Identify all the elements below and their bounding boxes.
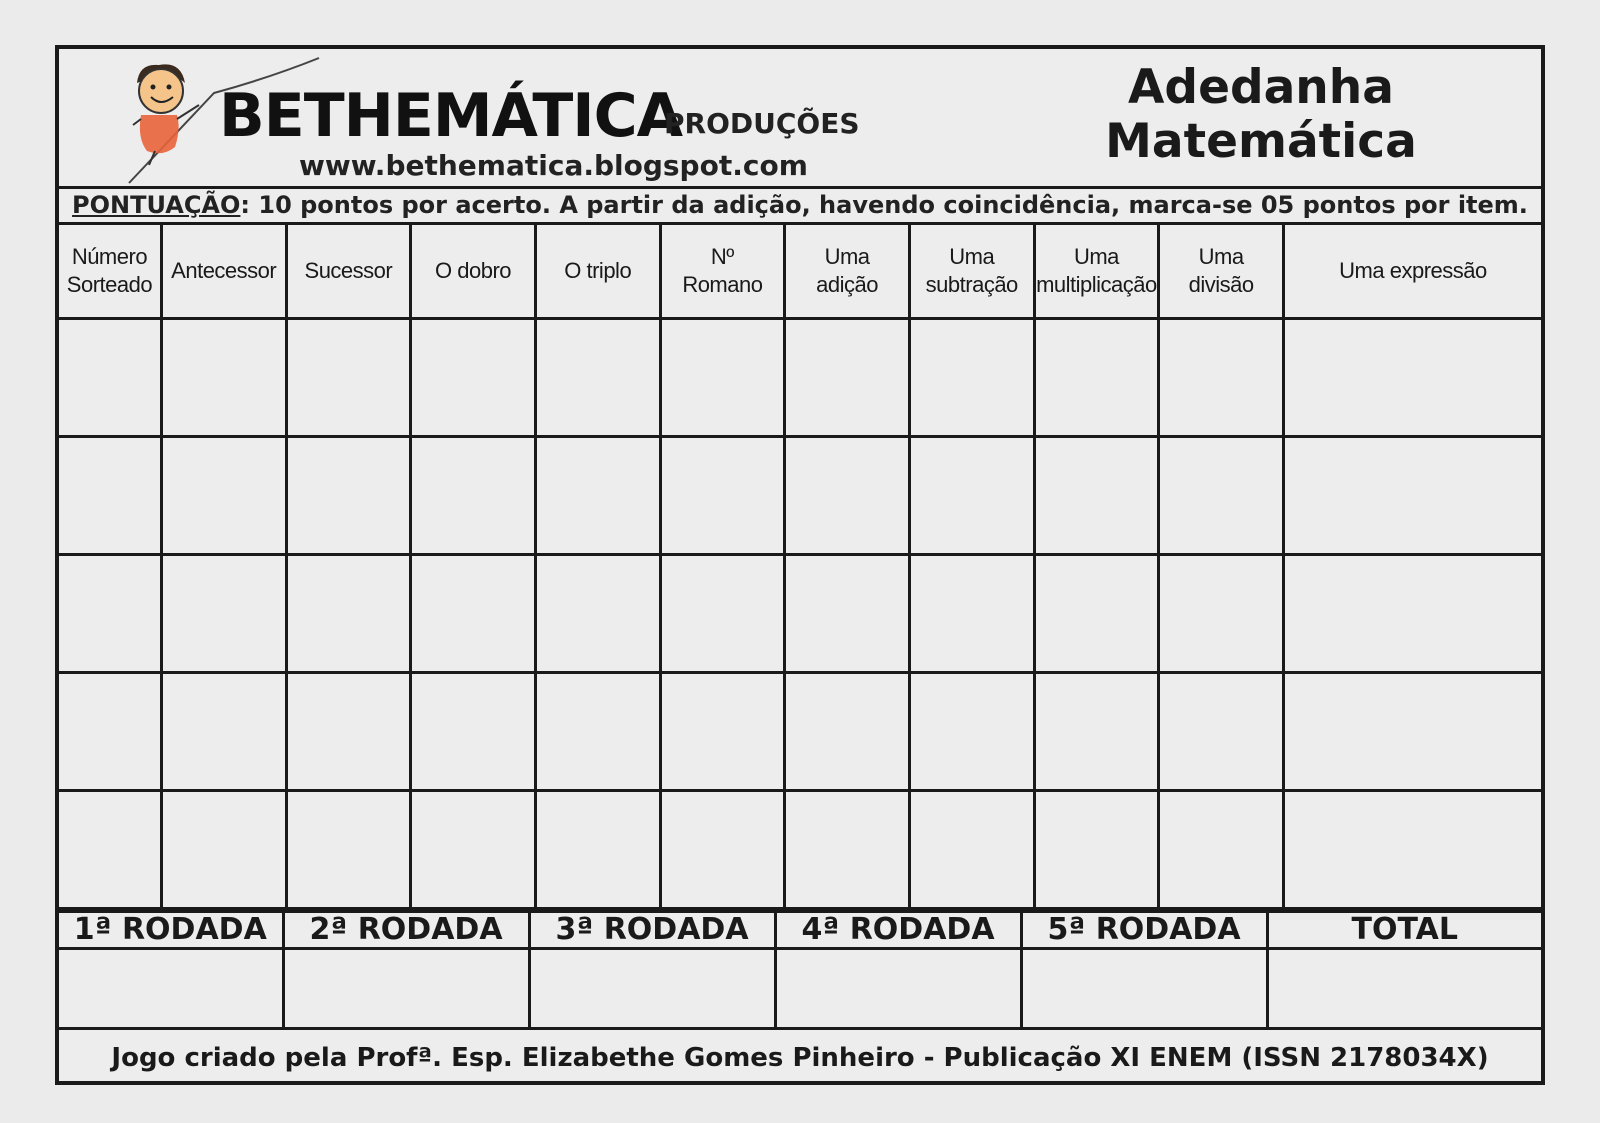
column-header-line-1: O dobro — [435, 258, 512, 283]
column-header-line-2: divisão — [1188, 272, 1254, 297]
answer-cell[interactable] — [411, 673, 536, 791]
answer-cell[interactable] — [411, 437, 536, 555]
round-label: 3ª RODADA — [529, 912, 775, 949]
brand-subtitle: PRODUÇÕES — [664, 107, 860, 140]
table-header-row — [59, 225, 1541, 319]
column-header-line-2: subtração — [925, 272, 1018, 297]
column-header-line-1: Uma — [1198, 244, 1244, 269]
answer-cell[interactable] — [909, 437, 1034, 555]
round-score-cell[interactable] — [1267, 949, 1541, 1029]
answer-cell[interactable] — [660, 437, 785, 555]
round-label: 4ª RODADA — [775, 912, 1021, 949]
brand-name: BETHEMÁTICA — [219, 81, 683, 151]
answer-cell[interactable] — [909, 555, 1034, 673]
answer-cell[interactable] — [1159, 319, 1284, 437]
answer-cell[interactable] — [535, 673, 660, 791]
answer-cell[interactable] — [1283, 791, 1541, 909]
answer-cell[interactable] — [1159, 555, 1284, 673]
answer-cell[interactable] — [59, 437, 161, 555]
answer-row — [59, 791, 1541, 909]
column-header-line-1: Uma — [824, 244, 870, 269]
answer-cell[interactable] — [286, 319, 411, 437]
column-header — [59, 225, 161, 319]
answer-cell[interactable] — [535, 437, 660, 555]
answer-cell[interactable] — [286, 673, 411, 791]
column-header — [660, 225, 785, 319]
answer-cell[interactable] — [411, 555, 536, 673]
answer-cell[interactable] — [785, 791, 910, 909]
brand-url: www.bethematica.blogspot.com — [299, 149, 808, 182]
column-header-line-1: Antecessor — [171, 258, 277, 283]
column-header — [785, 225, 910, 319]
round-score-cell[interactable] — [529, 949, 775, 1029]
scoring-rules — [59, 189, 1541, 225]
answer-row — [59, 555, 1541, 673]
column-header-line-1: O triplo — [564, 258, 632, 283]
answer-cell[interactable] — [161, 673, 286, 791]
answer-row — [59, 437, 1541, 555]
answer-cell[interactable] — [1159, 673, 1284, 791]
answer-cell[interactable] — [161, 555, 286, 673]
column-header-line-1: Nº — [710, 244, 734, 269]
answer-cell[interactable] — [785, 673, 910, 791]
answer-cell[interactable] — [660, 673, 785, 791]
answer-cell[interactable] — [1159, 437, 1284, 555]
column-header — [535, 225, 660, 319]
answer-cell[interactable] — [411, 319, 536, 437]
column-header — [161, 225, 286, 319]
answer-cell[interactable] — [411, 791, 536, 909]
answer-cell[interactable] — [785, 437, 910, 555]
scoring-label: PONTUAÇÃO — [72, 191, 241, 219]
column-header — [909, 225, 1034, 319]
scoring-text: : 10 pontos por acerto. A partir da adição, havendo coincidência, marca-se 05 pontos por item. — [240, 191, 1528, 219]
column-header-line-2: Romano — [682, 272, 763, 297]
round-score-cell[interactable] — [775, 949, 1021, 1029]
answer-cell[interactable] — [1159, 791, 1284, 909]
answer-cell[interactable] — [1034, 791, 1159, 909]
column-header — [286, 225, 411, 319]
column-header — [1283, 225, 1541, 319]
round-label: TOTAL — [1267, 912, 1541, 949]
answer-cell[interactable] — [59, 673, 161, 791]
round-score-cell[interactable] — [59, 949, 283, 1029]
answer-cell[interactable] — [1034, 319, 1159, 437]
answer-cell[interactable] — [59, 555, 161, 673]
answer-table — [59, 225, 1541, 910]
answer-cell[interactable] — [660, 555, 785, 673]
answer-cell[interactable] — [161, 319, 286, 437]
game-title-line-2: Matemática — [1105, 114, 1417, 169]
answer-cell[interactable] — [1283, 673, 1541, 791]
answer-cell[interactable] — [909, 791, 1034, 909]
column-header-line-2: adição — [816, 272, 878, 297]
column-header — [1034, 225, 1159, 319]
round-label: 1ª RODADA — [59, 912, 283, 949]
game-title-line-1: Adedanha — [1128, 60, 1394, 115]
round-label: 2ª RODADA — [283, 912, 529, 949]
answer-cell[interactable] — [909, 319, 1034, 437]
round-score-cell[interactable] — [1021, 949, 1267, 1029]
answer-cell[interactable] — [1034, 555, 1159, 673]
answer-cell[interactable] — [59, 791, 161, 909]
answer-cell[interactable] — [535, 319, 660, 437]
answer-cell[interactable] — [286, 555, 411, 673]
score-sheet — [55, 45, 1545, 1085]
answer-cell[interactable] — [785, 319, 910, 437]
column-header-line-1: Sucessor — [304, 258, 393, 283]
answer-cell[interactable] — [535, 555, 660, 673]
footer-credit: Jogo criado pela Profª. Esp. Elizabethe Gomes Pinheiro - Publicação XI ENEM (ISSN 2178034X) — [111, 1043, 1489, 1073]
column-header — [411, 225, 536, 319]
column-header-line-1: Uma — [1073, 244, 1119, 269]
rounds-table — [59, 910, 1541, 1030]
column-header-line-1: Uma expressão — [1339, 258, 1487, 283]
header — [59, 49, 1541, 189]
answer-cell[interactable] — [1283, 437, 1541, 555]
column-header-line-2: Sorteado — [66, 272, 153, 297]
answer-cell[interactable] — [1034, 437, 1159, 555]
answer-cell[interactable] — [660, 319, 785, 437]
column-header-line-1: Número — [71, 244, 148, 269]
answer-cell[interactable] — [535, 791, 660, 909]
answer-cell[interactable] — [1283, 555, 1541, 673]
rounds-score-row — [59, 949, 1541, 1029]
answer-cell[interactable] — [161, 791, 286, 909]
round-label: 5ª RODADA — [1021, 912, 1267, 949]
game-title — [1051, 61, 1471, 169]
answer-cell[interactable] — [909, 673, 1034, 791]
column-header-line-2: multiplicação — [1036, 272, 1157, 297]
answer-cell[interactable] — [1283, 319, 1541, 437]
answer-cell[interactable] — [59, 319, 161, 437]
rounds-label-row — [59, 912, 1541, 949]
answer-row — [59, 673, 1541, 791]
answer-row — [59, 319, 1541, 437]
answer-cell[interactable] — [161, 437, 286, 555]
answer-cell[interactable] — [660, 791, 785, 909]
column-header-line-1: Uma — [949, 244, 995, 269]
answer-cell[interactable] — [1034, 673, 1159, 791]
answer-cell[interactable] — [286, 437, 411, 555]
answer-grid — [59, 225, 1541, 1030]
answer-cell[interactable] — [286, 791, 411, 909]
answer-cell[interactable] — [785, 555, 910, 673]
round-score-cell[interactable] — [283, 949, 529, 1029]
column-header — [1159, 225, 1284, 319]
